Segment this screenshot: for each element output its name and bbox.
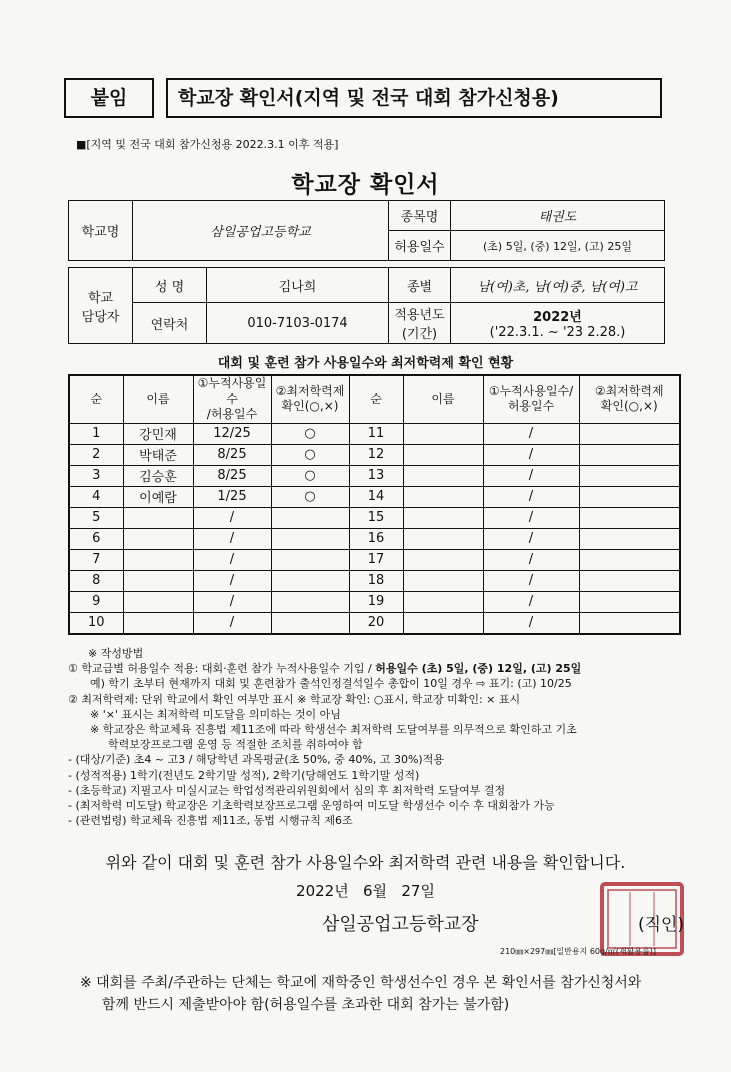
table-row — [69, 486, 680, 507]
note-4-a: ※ 학교장은 학교체육 진흥법 제11조에 따라 학생선수 최저학력 도달여부를 의무적으로 확인하고 기초 — [90, 723, 577, 737]
notes-heading: ※ 작성방법 — [88, 647, 144, 660]
cell-right-name — [403, 486, 483, 507]
header-min-right-1: ②최저학력제 — [594, 383, 664, 398]
cell-left-min: ○ — [271, 465, 349, 486]
table-row — [69, 570, 680, 591]
cell-right-no: 17 — [349, 549, 403, 570]
cell-left-no: 9 — [69, 591, 123, 612]
cell-right-name — [403, 423, 483, 444]
cell-left-min — [271, 570, 349, 591]
cell-right-min — [579, 528, 680, 549]
cell-left-days: 1/25 — [193, 486, 271, 507]
cell-left-min: ○ — [271, 486, 349, 507]
cell-left-days: 8/25 — [193, 465, 271, 486]
header-min-left-1: ②최저학력제 — [275, 383, 345, 398]
school-label: 학교명 — [69, 201, 133, 261]
table-row — [69, 507, 680, 528]
cell-left-min — [271, 507, 349, 528]
year-value — [451, 303, 665, 344]
table-row — [69, 465, 680, 486]
applicability-note: ■[지역 및 전국 대회 참가신청용 2022.3.1 이후 적용] — [76, 138, 339, 151]
cell-left-days: 8/25 — [193, 444, 271, 465]
cell-right-min — [579, 465, 680, 486]
cell-right-name — [403, 528, 483, 549]
cell-right-days: / — [483, 423, 579, 444]
cell-right-days: / — [483, 528, 579, 549]
cell-left-no: 6 — [69, 528, 123, 549]
cell-right-name — [403, 612, 483, 634]
cell-left-days: / — [193, 570, 271, 591]
event-label: 종목명 — [389, 201, 451, 231]
header-name-left: 이름 — [123, 375, 193, 423]
cell-left-days: / — [193, 612, 271, 634]
cell-right-min — [579, 612, 680, 634]
year-label-1: 적용년도 — [394, 308, 445, 323]
header-days-right-2: 허용일수 — [507, 399, 555, 414]
note-1 — [68, 661, 688, 676]
cell-left-min — [271, 591, 349, 612]
cell-left-min: ○ — [271, 444, 349, 465]
info-table — [68, 200, 665, 344]
cell-left-min — [271, 528, 349, 549]
header-days-left — [193, 375, 271, 423]
cell-right-days: / — [483, 591, 579, 612]
note-7: - (초등학교) 지필고사 미실시교는 학업성적관리위원회에서 심의 후 최저학력 도달여부 결정 — [68, 783, 506, 797]
cell-right-days: / — [483, 612, 579, 634]
note-1-example: 예) 학기 초부터 현재까지 대회 및 훈련참가 출석인정결석일수 총합이 10일 경우 ⇨ 표기: (고) 10/25 — [90, 677, 572, 691]
cell-right-min — [579, 591, 680, 612]
cell-right-no: 14 — [349, 486, 403, 507]
year-label-2: (기간) — [401, 327, 438, 342]
header-days-right — [483, 375, 579, 423]
note-3: ※ '×' 표시는 최저학력 미도달을 의미하는 것이 아님 — [90, 707, 341, 721]
cell-left-min — [271, 549, 349, 570]
footnote — [80, 972, 700, 1016]
attachment-tag: 붙임 — [64, 78, 154, 118]
cell-right-no: 16 — [349, 528, 403, 549]
cell-left-days: 12/25 — [193, 423, 271, 444]
cell-right-min — [579, 507, 680, 528]
cell-left-name — [123, 549, 193, 570]
table-row — [69, 591, 680, 612]
contact-value: 010-7103-0174 — [207, 303, 389, 344]
cell-right-name — [403, 465, 483, 486]
event-value: 태권도 — [451, 201, 665, 231]
year-label — [389, 303, 451, 344]
cell-right-min — [579, 549, 680, 570]
table-row — [69, 423, 680, 444]
school-value: 삼일공업고등학교 — [133, 201, 389, 261]
cell-left-no: 5 — [69, 507, 123, 528]
cell-right-days: / — [483, 465, 579, 486]
manager-label-1: 학교 — [87, 290, 114, 306]
cell-right-no: 15 — [349, 507, 403, 528]
cell-right-min — [579, 423, 680, 444]
footnote-1: ※ 대회를 주최/주관하는 단체는 학교에 재학중인 학생선수인 경우 본 확인서를 참가신청서와 — [80, 975, 642, 991]
note-1-b: 허용일수 (초) 5일, (중) 12일, (고) 25일 — [375, 662, 582, 676]
cell-right-name — [403, 570, 483, 591]
cell-left-days: / — [193, 591, 271, 612]
header-no-left: 순 — [69, 375, 123, 423]
cell-left-no: 8 — [69, 570, 123, 591]
cell-right-no: 12 — [349, 444, 403, 465]
note-9: - (관련법령) 학교체육 진흥법 제11조, 동법 시행규칙 제6조 — [68, 814, 353, 828]
cell-right-min — [579, 570, 680, 591]
header-min-left-2: 확인(○,×) — [281, 399, 339, 414]
cell-left-min — [271, 612, 349, 634]
header-no-right: 순 — [349, 375, 403, 423]
cell-right-days: / — [483, 507, 579, 528]
note-5: - (대상/기준) 초4 ~ 고3 / 해당학년 과목평균(초 50%, 중 40%, 고 30%)적용 — [68, 753, 444, 767]
cell-left-no: 7 — [69, 549, 123, 570]
gender-label: 종별 — [389, 268, 451, 303]
cell-right-days: / — [483, 444, 579, 465]
instructions — [68, 646, 688, 828]
cell-left-min: ○ — [271, 423, 349, 444]
note-1-a: ① 학교급별 허용일수 적용: 대회·훈련 참가 누적사용일수 기입 / — [68, 662, 376, 676]
cell-left-no: 4 — [69, 486, 123, 507]
header-min-right — [579, 375, 680, 423]
note-4-b: 학력보장프로그램 운영 등 적절한 조치를 취하여야 함 — [108, 738, 363, 752]
issuer-name: 삼일공업고등학교장 — [322, 914, 479, 935]
cell-left-no: 3 — [69, 465, 123, 486]
cell-right-no: 19 — [349, 591, 403, 612]
cell-left-no: 2 — [69, 444, 123, 465]
cell-left-name — [123, 591, 193, 612]
cell-left-name: 김승훈 — [123, 465, 193, 486]
issue-date: 2022년 6월 27일 — [296, 882, 435, 900]
cell-right-min — [579, 444, 680, 465]
cell-right-no: 18 — [349, 570, 403, 591]
table-row — [69, 528, 680, 549]
cell-left-name: 강민재 — [123, 423, 193, 444]
cell-left-days: / — [193, 528, 271, 549]
contact-label: 연락처 — [133, 303, 207, 344]
cell-left-no: 1 — [69, 423, 123, 444]
roster-table — [68, 374, 681, 635]
days-value: (초) 5일, (중) 12일, (고) 25일 — [451, 231, 665, 261]
cell-right-name — [403, 549, 483, 570]
cell-left-days: / — [193, 549, 271, 570]
year-value-2: ('22.3.1. ~ '23 2.28.) — [489, 325, 626, 340]
cell-right-no: 11 — [349, 423, 403, 444]
paper-spec: 210㎜×297㎜[일반용지 60g/㎡(재활용품)] — [500, 947, 657, 956]
days-label: 허용일수 — [389, 231, 451, 261]
manager-label-2: 담당자 — [81, 309, 120, 325]
header-days-left-2: /허용일수 — [206, 407, 258, 422]
cell-left-days: / — [193, 507, 271, 528]
header-days-right-1: ①누적사용일수/ — [488, 383, 574, 398]
header-name-right: 이름 — [403, 375, 483, 423]
cell-left-name — [123, 507, 193, 528]
cell-right-no: 13 — [349, 465, 403, 486]
note-8: - (최저학력 미도달) 학교장은 기초학력보장프로그램 운영하여 미도달 학생선수 이수 후 대회참가 가능 — [68, 799, 555, 813]
name-label: 성 명 — [133, 268, 207, 303]
cell-left-name — [123, 570, 193, 591]
name-value: 김나희 — [207, 268, 389, 303]
cell-right-name — [403, 591, 483, 612]
table-row — [69, 612, 680, 634]
header-title: 학교장 확인서(지역 및 전국 대회 참가신청용) — [166, 78, 662, 118]
cell-right-name — [403, 444, 483, 465]
note-2: ② 최저학력제: 단위 학교에서 확인 여부만 표시 ※ 학교장 확인: ○표시, 학교장 미확인: × 표시 — [68, 692, 521, 706]
cell-right-days: / — [483, 486, 579, 507]
cell-left-name: 박태준 — [123, 444, 193, 465]
header-days-left-1: ①누적사용일수 — [197, 376, 267, 406]
manager-label — [69, 268, 133, 344]
cell-right-name — [403, 507, 483, 528]
cell-right-days: / — [483, 570, 579, 591]
roster-body — [69, 423, 680, 634]
year-value-1: 2022년 — [533, 310, 582, 325]
cell-right-min — [579, 486, 680, 507]
table-row — [69, 444, 680, 465]
header-min-right-2: 확인(○,×) — [600, 399, 658, 414]
table-row — [69, 549, 680, 570]
cell-right-no: 20 — [349, 612, 403, 634]
cell-left-no: 10 — [69, 612, 123, 634]
cell-left-name — [123, 612, 193, 634]
seal-label: (직인) — [638, 915, 685, 935]
header-min-left — [271, 375, 349, 423]
cell-left-name — [123, 528, 193, 549]
footnote-2: 함께 반드시 제출받아야 함(허용일수를 초과한 대회 참가는 불가함) — [102, 997, 510, 1013]
gender-value: 남(여)초, 남(여)중, 남(여)고 — [451, 268, 665, 303]
document-title: 학교장 확인서 — [291, 172, 440, 198]
roster-header-row — [69, 375, 680, 423]
confirmation-statement: 위와 같이 대회 및 훈련 참가 사용일수와 최저학력 관련 내용을 확인합니다. — [105, 853, 626, 872]
status-title: 대회 및 훈련 참가 사용일수와 최저학력제 확인 현황 — [217, 356, 514, 371]
cell-left-name: 이예람 — [123, 486, 193, 507]
note-6: - (성적적용) 1학기(전년도 2학기말 성적), 2학기(당해연도 1학기말 성적) — [68, 768, 420, 782]
cell-right-days: / — [483, 549, 579, 570]
